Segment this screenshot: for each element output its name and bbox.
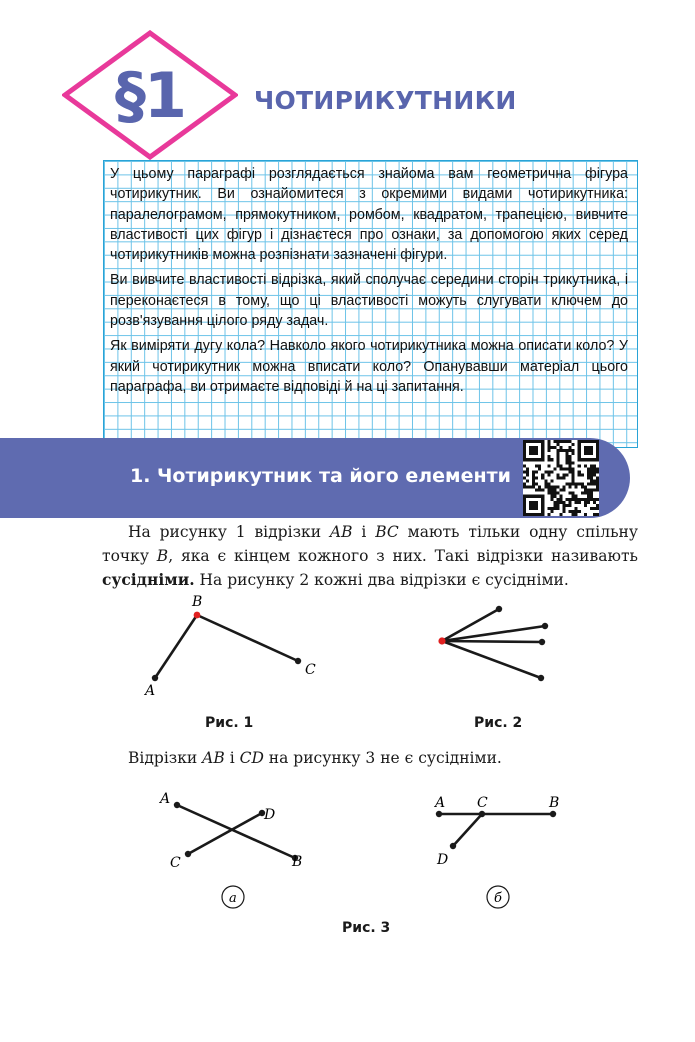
point-label-a: A [145, 683, 156, 699]
point-label-a: A [435, 795, 446, 811]
point-name: B [156, 547, 169, 565]
body-paragraph [102, 520, 638, 592]
figure-2-caption: Рис. 2 [474, 715, 523, 731]
chapter-title: ЧОТИРИКУТНИКИ [254, 86, 517, 115]
text-run: мають тільки одну спільну точку [102, 523, 638, 565]
text-run: на рисунку 3 не є сусідніми. [263, 749, 502, 767]
intro-text [110, 164, 628, 402]
figure-2 [430, 600, 560, 690]
point-label-c: C [477, 795, 488, 811]
figure-1-caption: Рис. 1 [205, 715, 254, 731]
subfigure-label-a: а [229, 891, 237, 906]
point-label-d: D [437, 852, 449, 868]
segment-name: AB [329, 523, 353, 541]
text-run: На рисунку 2 кожні два відрізки є сусідніми. [194, 571, 569, 589]
figure-3-caption: Рис. 3 [342, 920, 391, 936]
text-run: і [224, 749, 240, 767]
term-bold: сусідніми. [102, 570, 195, 589]
text-run: Відрізки [128, 749, 203, 767]
segment-name: CD [239, 749, 264, 767]
text-run: і [352, 523, 376, 541]
point-label-c: C [305, 662, 316, 678]
intro-paragraph: У цьому параграфі розглядається знайома вам геометрична фігура чотирикутник. Ви ознайомитеся з окремими видами чотирикутника: паралелограмом, прямокутником, ромбом, квадратом, трапецією, вивчите властивості цих фігур і дізнаєтеся про ознаки, за допомогою яких серед чотирикутників можна розпізнати зазначені фігури. [110, 166, 628, 264]
point-label-b: B [192, 594, 203, 610]
subfigure-label-b: б [494, 891, 502, 906]
segment-name: AB [202, 749, 225, 767]
point-label-d: D [264, 807, 276, 823]
figure-3a [155, 785, 315, 915]
intro-paragraph: Ви вивчите властивості відрізка, який сполучає середини сторін трикутника, і переконаєтеся в тому, що ці властивості можуть слугувати ключем до розв'язування цілого ряду задач. [110, 272, 628, 330]
figure-1 [130, 590, 330, 700]
intro-paragraph: Як виміряти дугу кола? Навколо якого чотирикутника можна описати коло? У який чотирикутник можна вписати коло? Опанувавши матеріал цього параграфа, ви отримаєте відповіді й на ці запитання. [110, 338, 628, 395]
text-run: , яка є кінцем кожного з них. Такі відрізки називають [168, 547, 638, 565]
section-number: §1 [114, 58, 186, 132]
figure-3b [425, 790, 575, 915]
point-label-b: B [292, 854, 303, 870]
point-label-a: A [160, 791, 171, 807]
segment-name: BC [375, 523, 399, 541]
point-label-b: B [549, 795, 560, 811]
section-title: 1. Чотирикутник та його елементи [130, 465, 511, 487]
body-paragraph-2 [128, 746, 502, 770]
qr-code[interactable] [523, 440, 599, 516]
text-run: На рисунку 1 відрізки [128, 523, 330, 541]
point-label-c: C [170, 855, 181, 871]
